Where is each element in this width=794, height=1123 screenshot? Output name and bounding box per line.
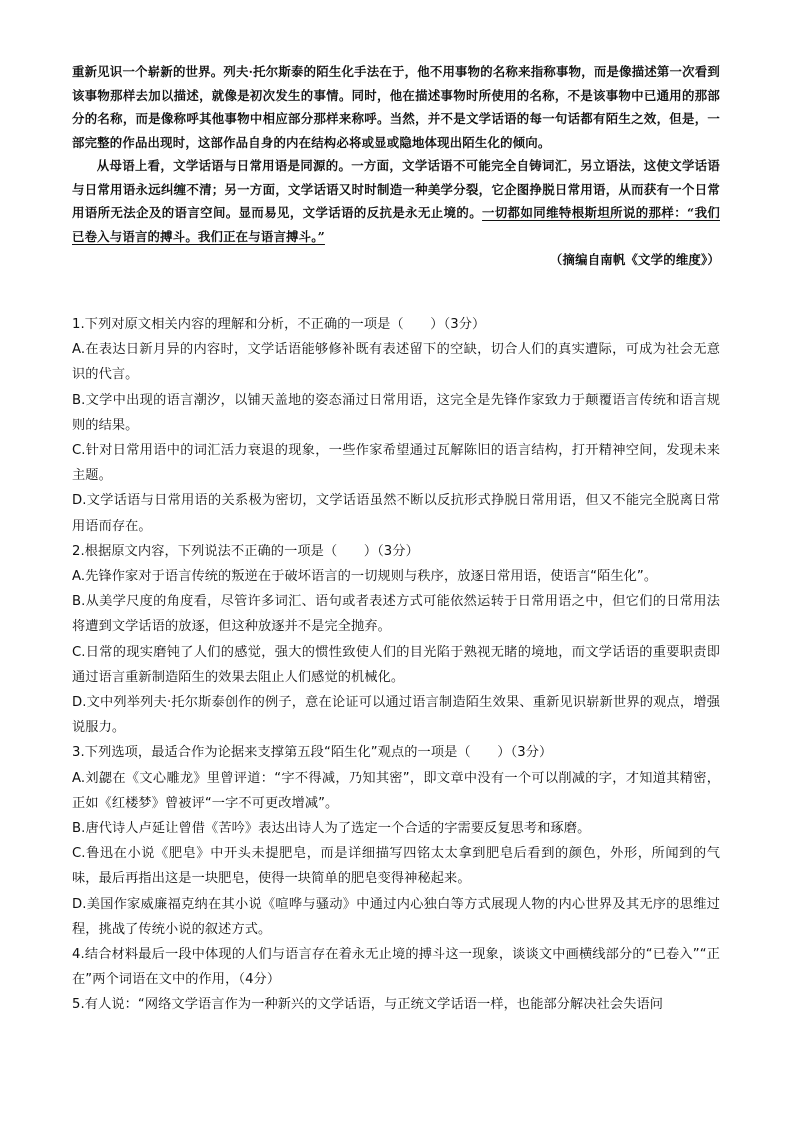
option-b: B.从美学尺度的角度看，尽管许多词汇、语句或者表述方式可能依然运转于日常用语之中，但它们的日常用法将遭到文学话语的放逐，但这种放逐并不是完全抛弃。 (72, 594, 720, 635)
question-2 (72, 539, 720, 741)
option-a: A.先锋作家对于语言传统的叛逆在于破坏语言的一切规则与秩序，放逐日常用语，使语言“陌生化”。 (72, 569, 658, 585)
reading-passage (72, 60, 720, 272)
option-d: D.文学话语与日常用语的关系极为密切，文学话语虽然不断以反抗形式挣脱日常用语，但又不能完全脱离日常用语而存在。 (72, 493, 720, 534)
underlined-sentence: 一切都如同维特根斯坦所说的那样：“我们已卷入与语言的搏斗。我们正在与语言搏斗。” (72, 205, 720, 244)
question-4 (72, 942, 720, 992)
question-list (72, 312, 720, 1018)
option-a: A.在表达日新月异的内容时，文学话语能够修补既有表述留下的空缺，切合人们的真实遭际，可成为社会无意识的代言。 (72, 342, 720, 383)
option-c: C.鲁迅在小说《肥皂》中开头未提肥皂，而是详细描写四铭太太拿到肥皂后看到的颜色，外形，所闻到的气味，最后再指出这是一块肥皂，使得一块简单的肥皂变得神秘起来。 (72, 846, 720, 887)
question-stem: 2.根据原文内容，下列说法不正确的一项是（ ）（3分） (72, 543, 419, 559)
question-1 (72, 312, 720, 539)
option-b: B.文学中出现的语言潮汐，以铺天盖地的姿态涌过日常用语，这完全是先锋作家致力于颠覆语言传统和语言规则的结果。 (72, 392, 720, 433)
question-3 (72, 740, 720, 942)
passage-source: （摘编自南帆《文学的维度》） (549, 252, 720, 267)
option-c: C.针对日常用语中的词汇活力衰退的现象，一些作家希望通过瓦解陈旧的语言结构，打开精神空间，发现未来主题。 (72, 443, 720, 484)
question-5 (72, 992, 720, 1017)
passage-paragraph-2 (72, 154, 720, 248)
option-d: D.文中列举列夫·托尔斯泰创作的例子，意在论证可以通过语言制造陌生效果、重新见识崭新世界的观点，增强说服力。 (72, 695, 720, 736)
option-c: C.日常的现实磨钝了人们的感觉，强大的惯性致使人们的目光陷于熟视无睹的境地，而文学话语的重要职责即通过语言重新制造陌生的效果去阻止人们感觉的机械化。 (72, 644, 720, 685)
option-b: B.唐代诗人卢延让曾借《苦吟》表达出诗人为了选定一个合适的字需要反复思考和琢磨。 (72, 821, 591, 837)
option-d: D.美国作家威廉福克纳在其小说《喧哗与骚动》中通过内心独白等方式展现人物的内心世界及其无序的思维过程，挑战了传统小说的叙述方式。 (72, 896, 720, 937)
passage-paragraph-1: 重新见识一个崭新的世界。列夫·托尔斯泰的陌生化手法在于，他不用事物的名称来指称事物，而是像描述第一次看到该事物那样去加以描述，就像是初次发生的事情。同时，他在描述事物时所使用的名称，不是该事物中已通用的那部分的名称，而是像称呼其他事物中相应部分那样来称呼。当然，并不是文学话语的每一句话都有陌生之效，但是，一部完整的作品出现时，这部作品自身的内在结构必将或显或隐地体现出陌生化的倾向。 (72, 64, 720, 150)
question-stem: 1.下列对原文相关内容的理解和分析，不正确的一项是（ ）（3分） (72, 317, 486, 332)
option-a: A.刘勰在《文心雕龙》里曾评道：“字不得减，乃知其密”，即文章中没有一个可以削减的字，才知道其精密，正如《红楼梦》曾被评“一字不可更改增减”。 (72, 770, 720, 811)
question-stem: 5.有人说：“网络文学语言作为一种新兴的文学话语，与正统文学话语一样，也能部分解决社会失语问 (72, 997, 664, 1013)
question-stem: 3.下列选项，最适合作为论据来支撑第五段“陌生化”观点的一项是（ ）（3分） (72, 745, 553, 761)
passage-paragraph-2-text: 从母语上看，文学话语与日常用语是同源的。一方面，文学话语不可能完全自铸词汇，另立语法，这使文学话语与日常用语永远纠缠不清；另一方面，文学话语又时时制造一种美学分裂，它企图挣脱日常用语，从而获有一个日常用语所无法企及的语言空间。显而易见，文学话语的反抗是永无止境的。 (72, 158, 720, 220)
question-stem: 4.结合材料最后一段中体现的人们与语言存在着永无止境的搏斗这一现象，谈谈文中画横线部分的“已卷入”“正在”两个词语在文中的作用，（4分） (72, 947, 720, 988)
